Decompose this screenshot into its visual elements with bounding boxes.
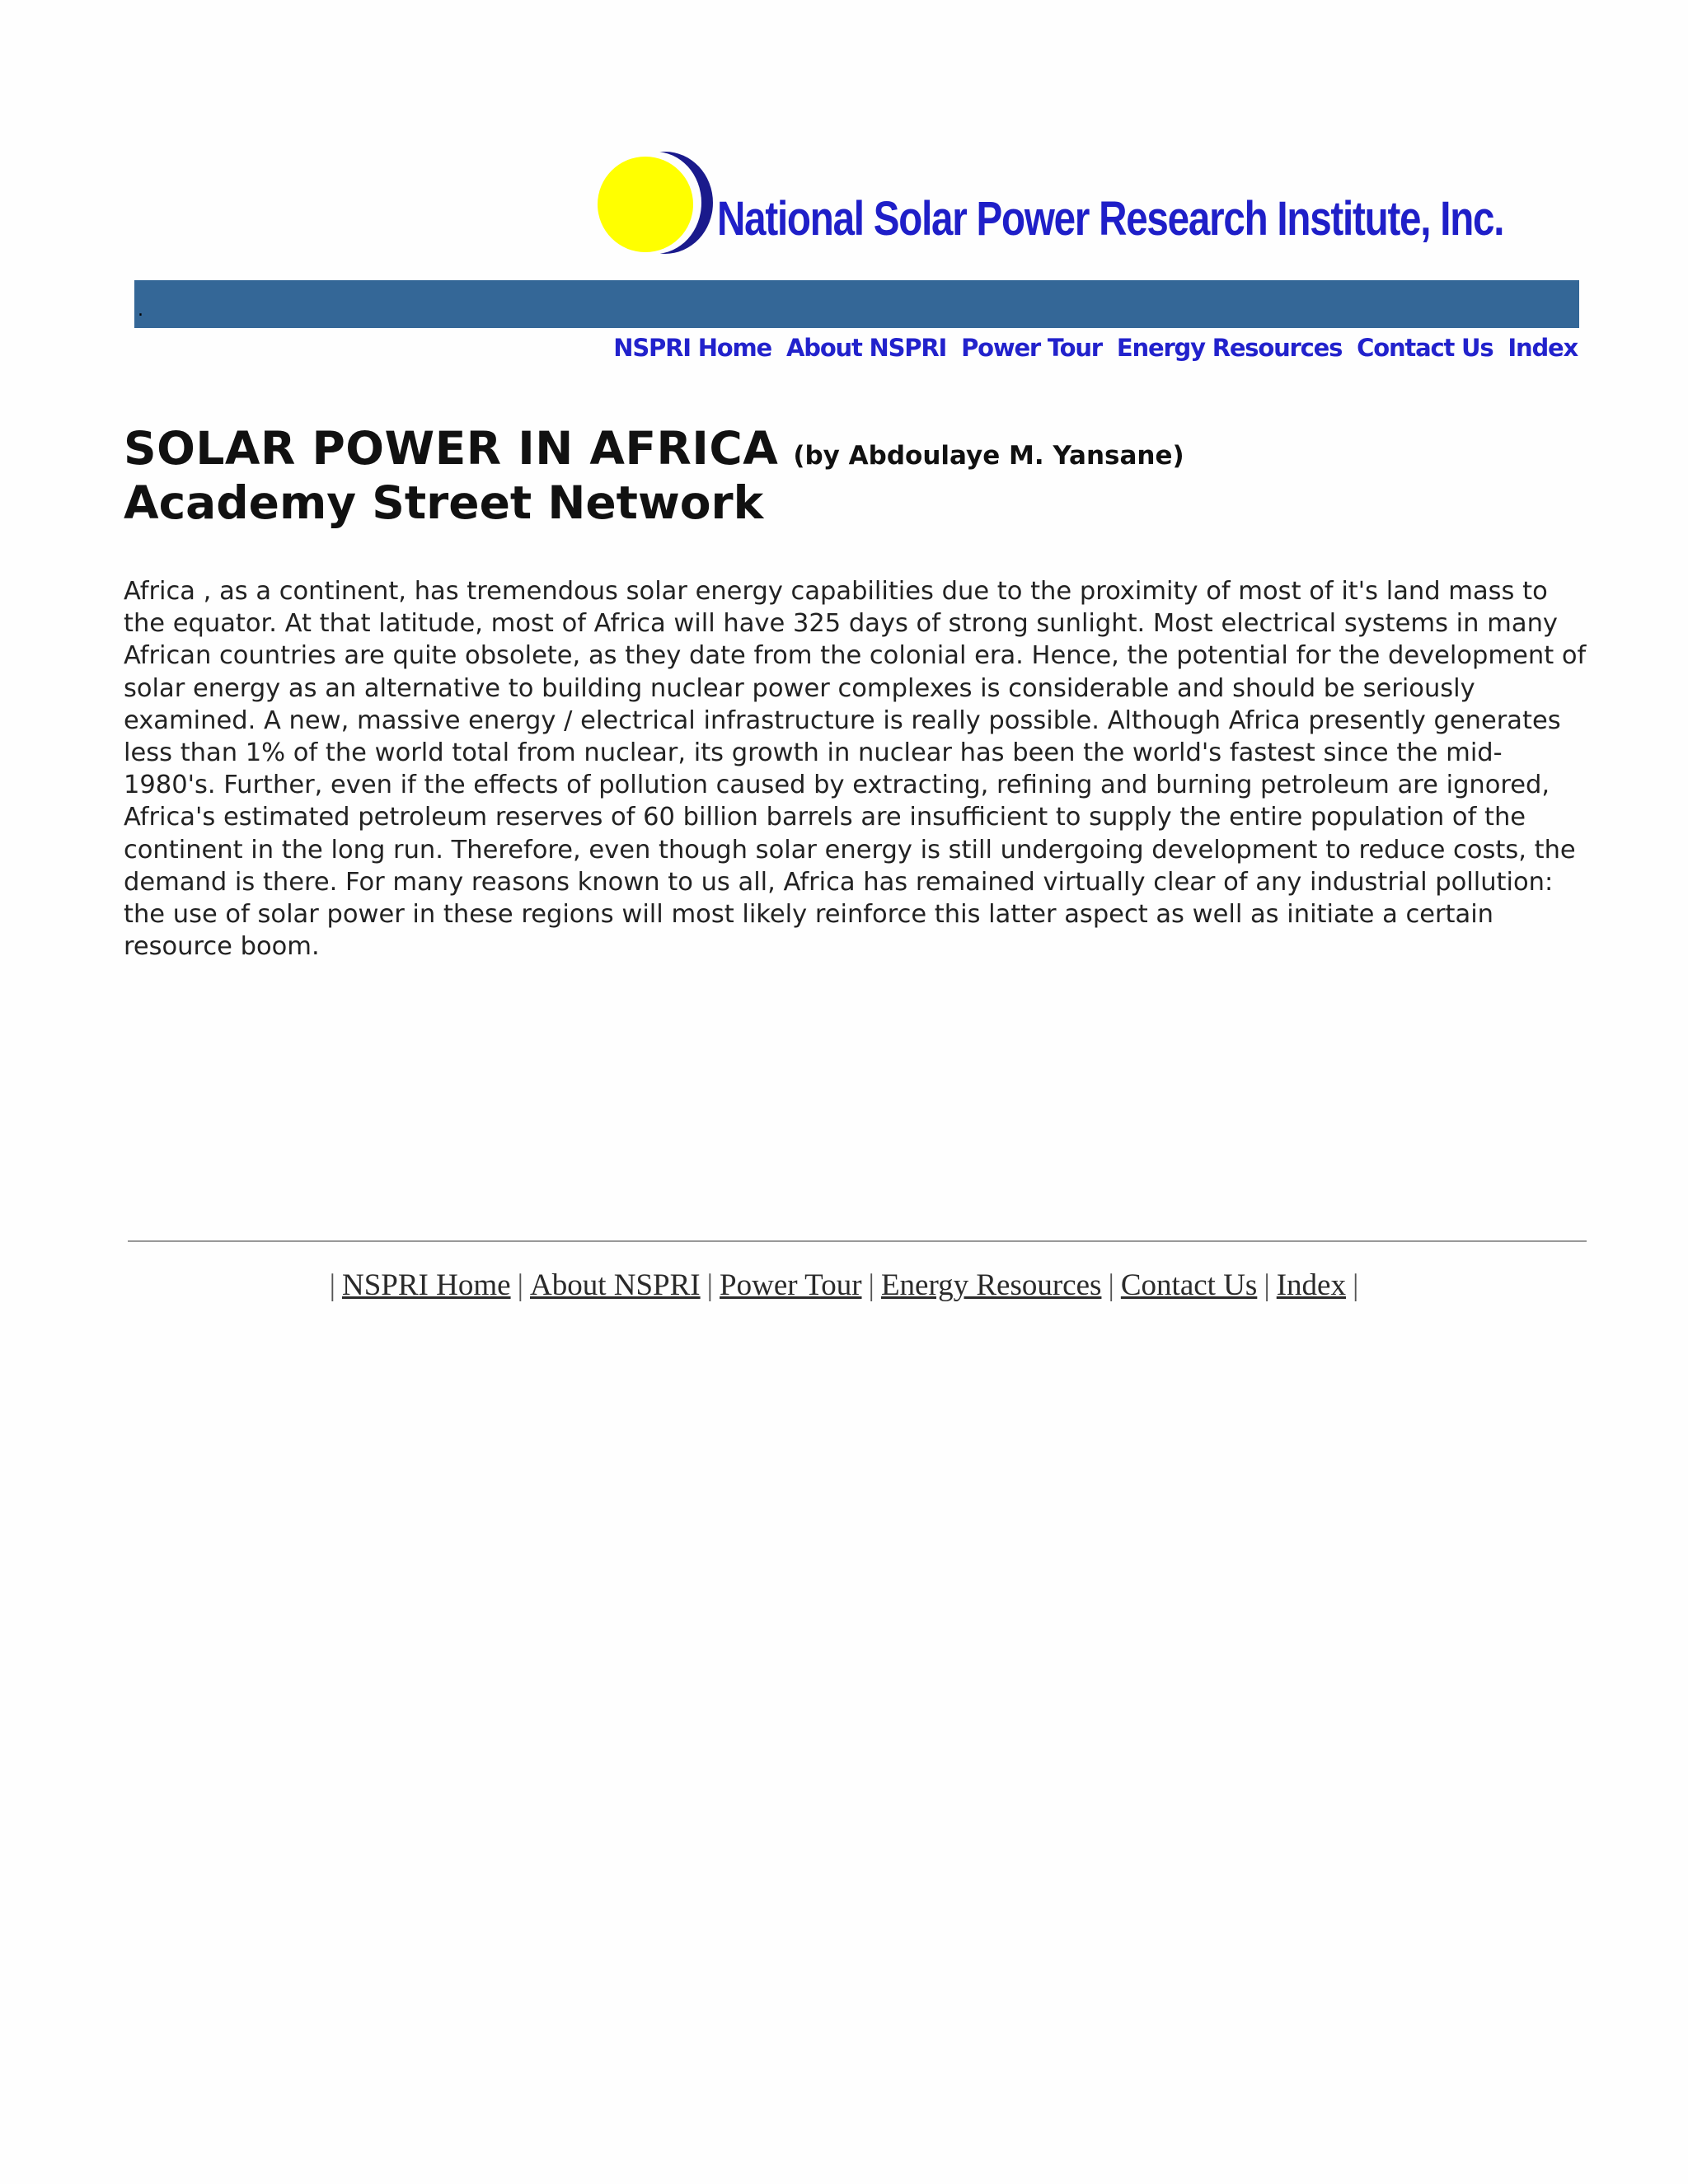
footer-separator: | — [1352, 1268, 1359, 1302]
footer-energy-resources[interactable]: Energy Resources — [880, 1268, 1102, 1302]
topnav-power-tour[interactable]: Power Tour — [961, 334, 1102, 362]
footer-about-nspri[interactable]: About NSPRI — [529, 1268, 701, 1302]
footer-nav — [0, 1268, 1688, 1303]
footer-power-tour[interactable]: Power Tour — [720, 1268, 862, 1302]
article-header — [124, 422, 1184, 529]
site-logo[interactable] — [598, 140, 1570, 264]
footer-separator: | — [1264, 1268, 1270, 1302]
topnav-about-nspri[interactable]: About NSPRI — [786, 334, 947, 362]
header-banner — [134, 280, 1579, 328]
page-title: SOLAR POWER IN AFRICA — [124, 422, 779, 475]
top-nav — [613, 334, 1578, 362]
divider — [128, 1240, 1587, 1242]
footer-separator: | — [706, 1268, 714, 1302]
article-body: Africa , as a continent, has tremendous solar energy capabilities due to the proximity of most of it's land mass to the equator. At that latitude, most of Africa will have 325 days of strong sunlight. Most electrical systems in many African countries are quite obsolete, as they date from the colonial era. Hence, the potential for the development of solar energy as an alternative to building nuclear power complexes is considerable and should be seriously examined. A new, massive energy / electrical infrastructure is really possible. Although Africa presently generates less than 1% of the world total from nuclear, its growth in nuclear has been the world's fastest since the mid-1980's. Further, even if the effects of pollution caused by extracting, refining and burning petroleum are ignored, Africa's estimated petroleum reserves of 60 billion barrels are insufficient to supply the entire population of the continent in the long run. Therefore, even though solar energy is still undergoing development to reduce costs, the demand is there. For many reasons known to us all, Africa has remained virtually clear of any industrial pollution: the use of solar power in these regions will most likely reinforce this latter aspect as well as initiate a certain resource boom. — [124, 577, 1587, 962]
topnav-index[interactable]: Index — [1507, 334, 1578, 362]
article-byline: (by Abdoulaye M. Yansane) — [793, 441, 1184, 471]
footer-separator: | — [329, 1268, 335, 1302]
topnav-contact-us[interactable]: Contact Us — [1357, 334, 1493, 362]
footer-nspri-home[interactable]: NSPRI Home — [342, 1268, 511, 1302]
banner-dot: . — [138, 300, 143, 321]
org-name: National Solar Power Research Institute, Inc. — [717, 192, 1504, 246]
footer-contact-us[interactable]: Contact Us — [1120, 1268, 1258, 1302]
article-subtitle: Academy Street Network — [124, 476, 764, 529]
footer-index[interactable]: Index — [1276, 1268, 1346, 1302]
sun-eclipse-logo-icon — [598, 147, 721, 262]
footer-separator: | — [868, 1268, 874, 1302]
topnav-energy-resources[interactable]: Energy Resources — [1116, 334, 1343, 362]
topnav-nspri-home[interactable]: NSPRI Home — [613, 334, 772, 362]
footer-separator: | — [1108, 1268, 1114, 1302]
footer-separator: | — [517, 1268, 523, 1302]
